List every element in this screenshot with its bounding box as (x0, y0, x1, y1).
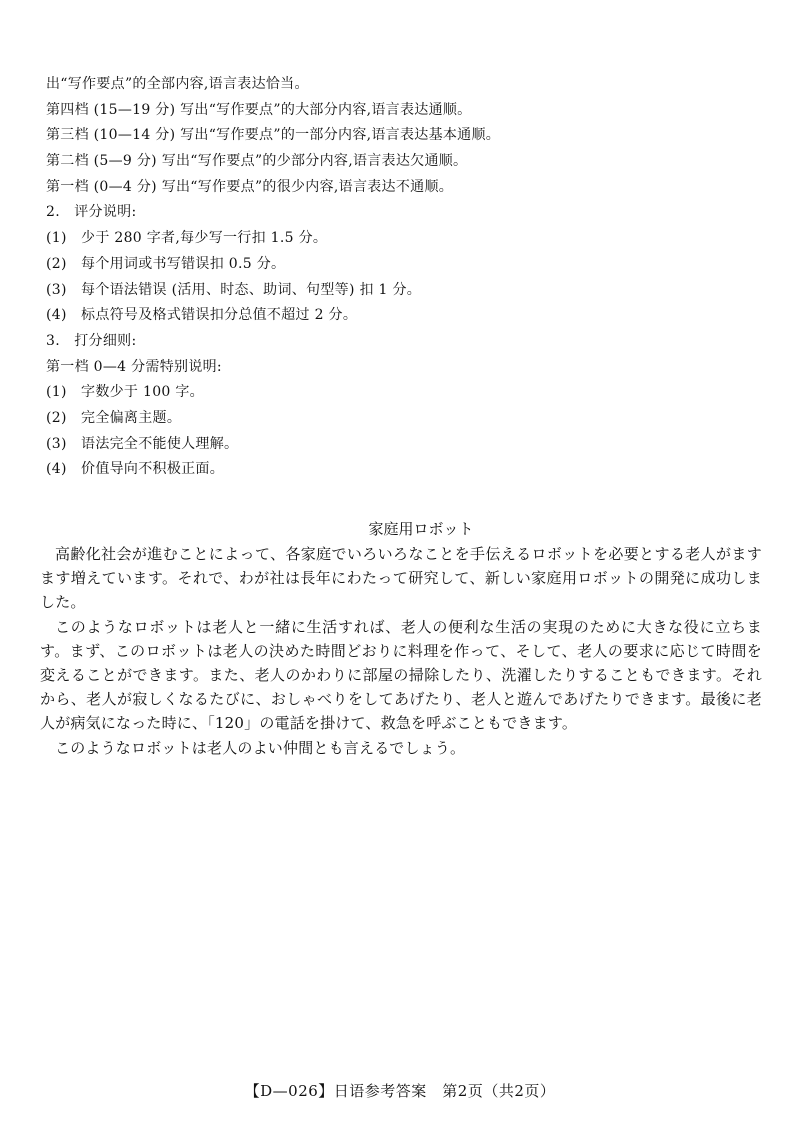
rubric-line: 第四档 (15—19 分) 写出“写作要点”的大部分内容,语言表达通顺。 (46, 101, 472, 118)
scoring-rubric (46, 72, 766, 483)
rubric-line: (4) 价值导向不积极正面。 (46, 461, 225, 478)
rubric-line: (2) 每个用词或书写错误扣 0.5 分。 (46, 255, 286, 272)
rubric-line: 第二档 (5—9 分) 写出“写作要点”的少部分内容,语言表达欠通顺。 (46, 153, 468, 170)
rubric-section-heading: 2. 评分说明: (46, 204, 137, 221)
essay-title: 家庭用ロボット (368, 520, 474, 538)
rubric-line: (4) 标点符号及格式错误扣分总值不超过 2 分。 (46, 307, 358, 324)
rubric-line: (3) 每个语法错误 (活用、时态、助词、句型等) 扣 1 分。 (46, 281, 422, 298)
rubric-line: (1) 字数少于 100 字。 (46, 384, 204, 401)
page-footer: 【D—026】日语参考答案 第2页（共2页） (244, 1082, 556, 1100)
rubric-section-heading: 3. 打分细则: (46, 332, 137, 349)
rubric-line: (3) 语法完全不能使人理解。 (46, 435, 239, 452)
rubric-line: (1) 少于 280 字者,每少写一行扣 1.5 分。 (46, 230, 328, 247)
rubric-line: (2) 完全偏离主题。 (46, 409, 182, 426)
rubric-line: 出“写作要点”的全部内容,语言表达恰当。 (46, 76, 309, 92)
model-essay (40, 516, 762, 760)
essay-paragraph: 高齢化社会が進むことによって、各家庭でいろいろなことを手伝えるロボットを必要とする老人がますます増えています。それで、わが社は長年にわたって研究して、新しい家庭用ロボットの開発に成功しました。 (40, 545, 762, 612)
essay-paragraph: このようなロボットは老人のよい仲間とも言えるでしょう。 (55, 738, 466, 757)
rubric-line: 第三档 (10—14 分) 写出“写作要点”的一部分内容,语言表达基本通顺。 (46, 127, 501, 144)
rubric-line: 第一档 (0—4 分) 写出“写作要点”的很少内容,语言表达不通顺。 (46, 178, 454, 195)
essay-paragraph: このようなロボットは老人と一緒に生活すれば、老人の便利な生活の実現のために大きな役に立ちます。まず、このロボットは老人の決めた時間どおりに料理を作って、そして、老人の要求に応じて時間を変えることができます。また、老人のかわりに部屋の掃除したり、洗濯したりすることもできます。それから、老人が寂しくなるたびに、おしゃべりをしてあげたり、老人と遊んであげたりできます。最後に老人が病気になった時に、「120」の電話を掛けて、救急を呼ぶこともできます。 (40, 617, 762, 733)
rubric-line: 第一档 0—4 分需特别说明: (46, 358, 222, 375)
